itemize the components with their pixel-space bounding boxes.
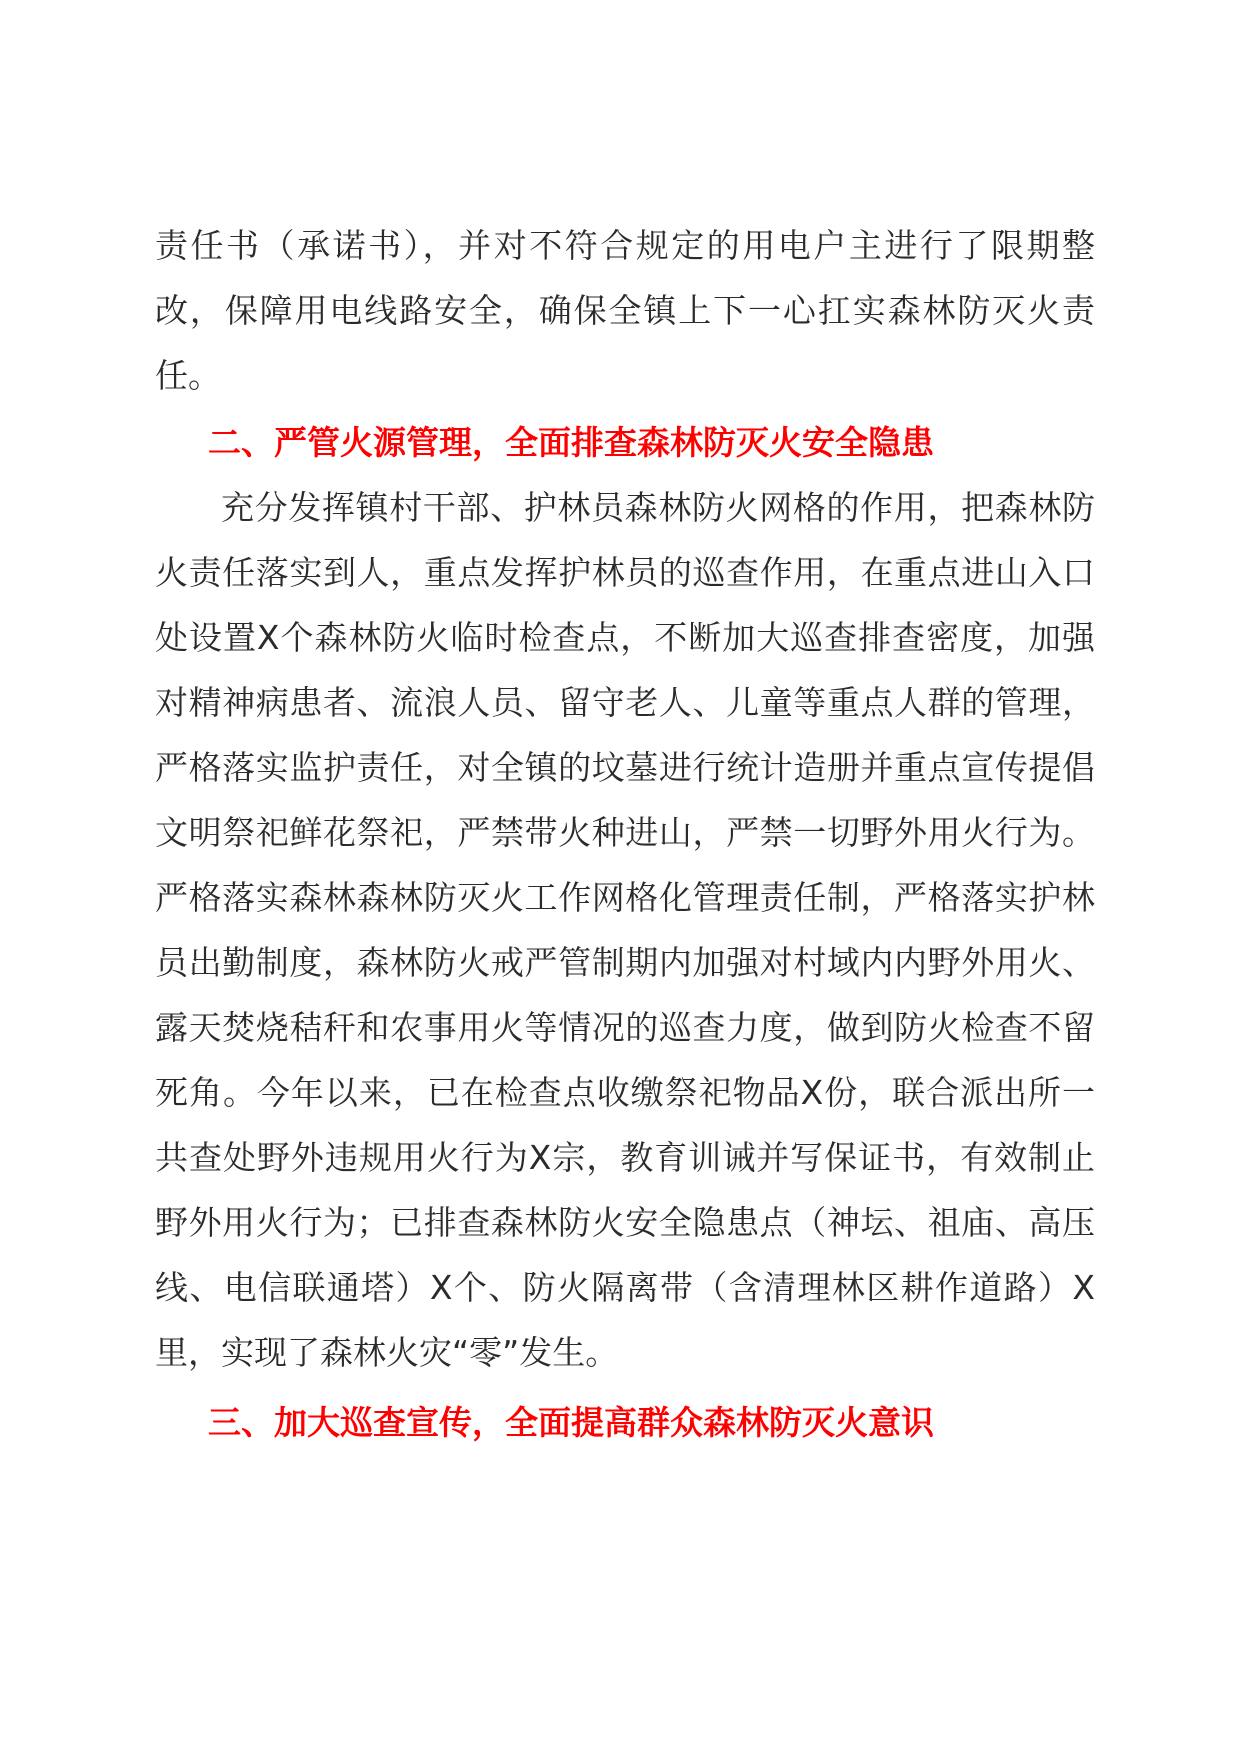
section-heading-two: 二、严管火源管理，全面排查森林防灭火安全隐患 xyxy=(208,423,934,462)
continued-paragraph: 责任书（承诺书），并对不符合规定的用电户主进行了限期整改，保障用电线路安全，确保全镇上下一心扛实森林防灭火责任。 xyxy=(155,226,1095,395)
section-heading-three: 三、加大巡查宣传，全面提高群众森林防灭火意识 xyxy=(208,1403,934,1442)
section-two-paragraph: 充分发挥镇村干部、护林员森林防火网格的作用，把森林防火责任落实到人，重点发挥护林员的巡查作用，在重点进山入口处设置X个森林防火临时检查点，不断加大巡查排查密度，加强对精神病患者、流浪人员、留守老人、儿童等重点人群的管理，严格落实监护责任，对全镇的坟墓进行统计造册并重点宣传提倡文明祭祀鲜花祭祀，严禁带火种进山，严禁一切野外用火行为。严格落实森林森林防灭火工作网格化管理责任制，严格落实护林员出勤制度，森林防火戒严管制期内加强对村域内内野外用火、露天焚烧秸秆和农事用火等情况的巡查力度，做到防火检查不留死角。今年以来，已在检查点收缴祭祀物品X份，联合派出所一共查处野外违规用火行为X宗，教育训诫并写保证书，有效制止野外用火行为；已排查森林防火安全隐患点（神坛、祖庙、高压线、电信联通塔）X个、防火隔离带（含清理林区耕作道路）X里，实现了森林火灾“零”发生。 xyxy=(155,488,1095,1372)
